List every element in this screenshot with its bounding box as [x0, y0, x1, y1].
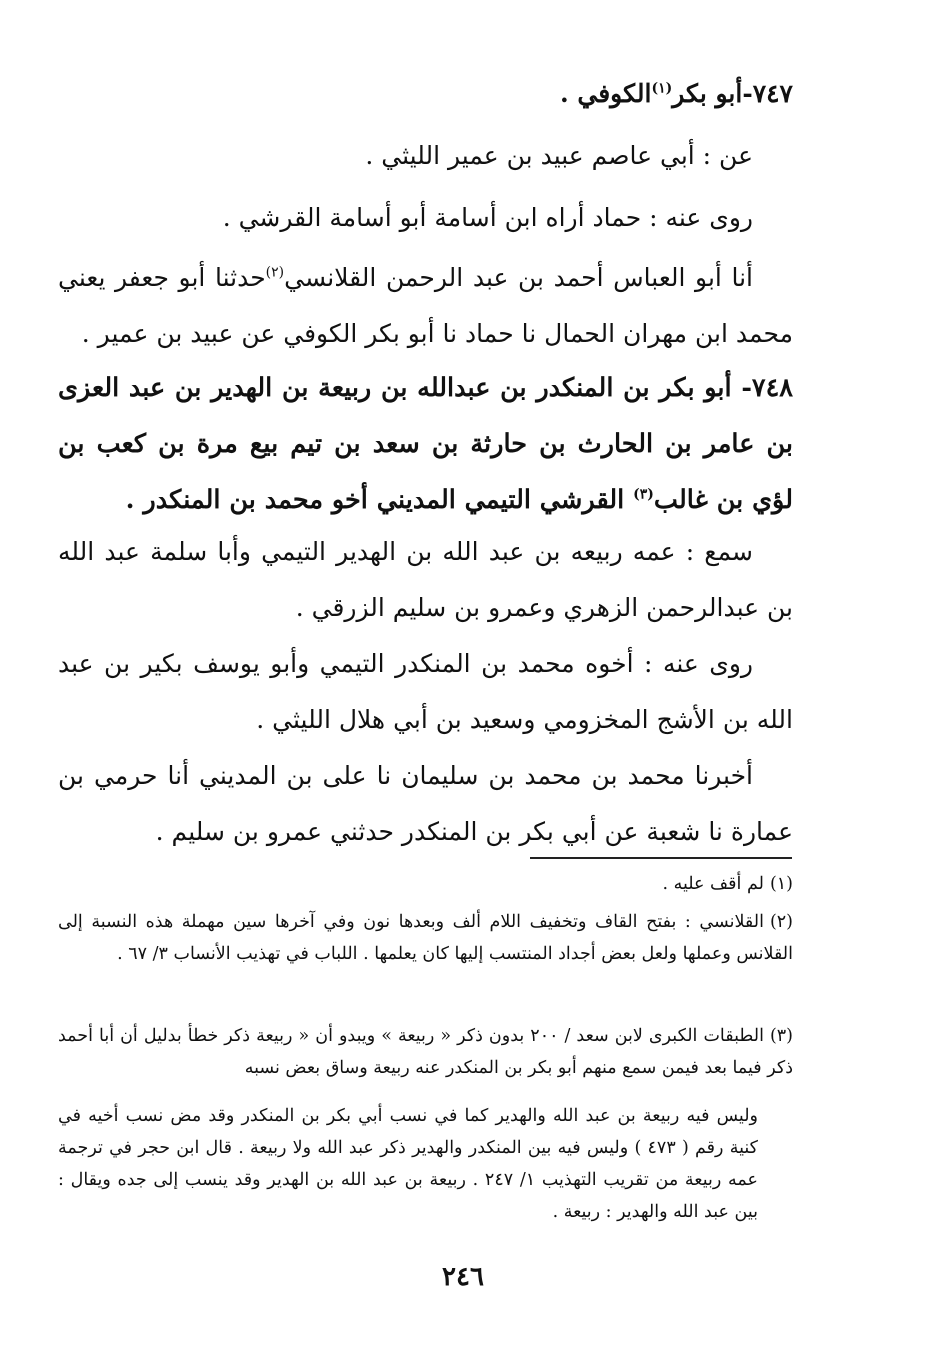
entry-747-number: ٧٤٧- — [742, 79, 793, 108]
footnote-separator — [530, 857, 792, 859]
entry-748-heard: سمع : عمه ربيعه بن عبد الله بن الهدير التيمي وأبا سلمة عبد الله بن عبدالرحمن الزهري وعمرو بن سليم الزرقي . — [58, 537, 793, 622]
footnote-3 — [58, 1020, 793, 1084]
footnote-ref-2: (٢) — [265, 264, 285, 281]
entry-747-name: أبو بكر — [672, 79, 743, 108]
footnote-1-number: (١) — [769, 874, 793, 894]
entry-747-isnad-part1: أنا أبو العباس أحمد بن عبد الرحمن القلانسي — [284, 263, 753, 292]
entry-747-from: عن : أبي عاصم عبيد بن عمير الليثي . — [365, 141, 753, 170]
footnote-3-text: الطبقات الكبرى لابن سعد / ٢٠٠ بدون ذكر « ربيعة » ويبدو أن « ربيعة ذكر خطأ بدليل أن أبا أحمد ذكر فيما بعد فيمن سمع منهم أبو بكر بن المنكدر عنه ربيعة وساق بعض نسبه — [58, 1026, 793, 1078]
footnote-2-number: (٢) — [769, 912, 793, 932]
entry-747-name-rest: الكوفي . — [559, 79, 652, 108]
footnote-2 — [58, 906, 793, 970]
entry-747-narrated-by: روى عنه : حماد أراه ابن أسامة أبو أسامة القرشي . — [222, 203, 753, 232]
entry-748-title-part1: ٧٤٨- أبو بكر بن المنكدر بن عبدالله بن ربيعة بن الهدير بن عبد العزى بن عامر بن الحارث بن حارثة بن سعد بن تيم بيع مرة بن كعب بن لؤي بن غالب — [58, 373, 793, 515]
footnote-3-continued-text: وليس فيه ربيعة بن عبد الله والهدير كما في نسب أبي بكر بن المنكدر وقد مض نسب أخيه في كنية رقم ( ٤٧٣ ) وليس فيه بين المنكدر والهدير ذكر عبد الله ولا ربيعة . قال ابن حجر في ترجمة عمه ربيعة من تقريب التهذيب ١/ ٢٤٧ . ربيعة بن عبد الله بن الهدير وقد ينسب إلى جده ويقال : بين عبد الله والهدير : ربيعة . — [58, 1106, 758, 1222]
footnote-1-text: لم أقف عليه . — [662, 874, 764, 894]
entry-747-title — [58, 66, 793, 122]
footnote-1 — [58, 868, 793, 900]
entry-748-title — [58, 360, 793, 528]
footnote-2-text: القلانسي : بفتح القاف وتخفيف اللام ألف وبعدها نون وفي آخرها سين مهملة هذه النسبة إلى القلانس وعملها ولعل بعض أجداد المنتسب إليها كان يعلمها . اللباب في تهذيب الأنساب ٣/ ٦٧ . — [58, 912, 793, 964]
entry-748-narrated-by: روى عنه : أخوه محمد بن المنكدر التيمي وأبو يوسف بكير بن عبد الله بن الأشج المخزومي وسعيد بن أبي هلال الليثي . — [58, 649, 793, 734]
entry-748-isnad: أخبرنا محمد بن محمد بن سليمان نا على بن المديني أنا حرمي بن عمارة نا شعبة عن أبي بكر بن المنكدر حدثني عمرو بن سليم . — [58, 761, 793, 846]
footnote-3-number: (٣) — [769, 1026, 793, 1046]
footnote-ref-1: (١) — [651, 80, 673, 97]
entry-747-isnad-part2: حدثنا أبو جعفر يعني محمد ابن مهران الحمال نا حماد نا أبو بكر الكوفي عن عبيد بن عمير . — [58, 263, 793, 348]
footnote-ref-3: (٣) — [633, 486, 654, 503]
entry-747-isnad — [58, 250, 793, 362]
page-number: ٢٤٦ — [442, 1262, 484, 1292]
footnote-3-continued — [58, 1100, 793, 1228]
entry-748-title-part2: القرشي التيمي المديني أخو محمد بن المنكدر . — [125, 485, 634, 515]
